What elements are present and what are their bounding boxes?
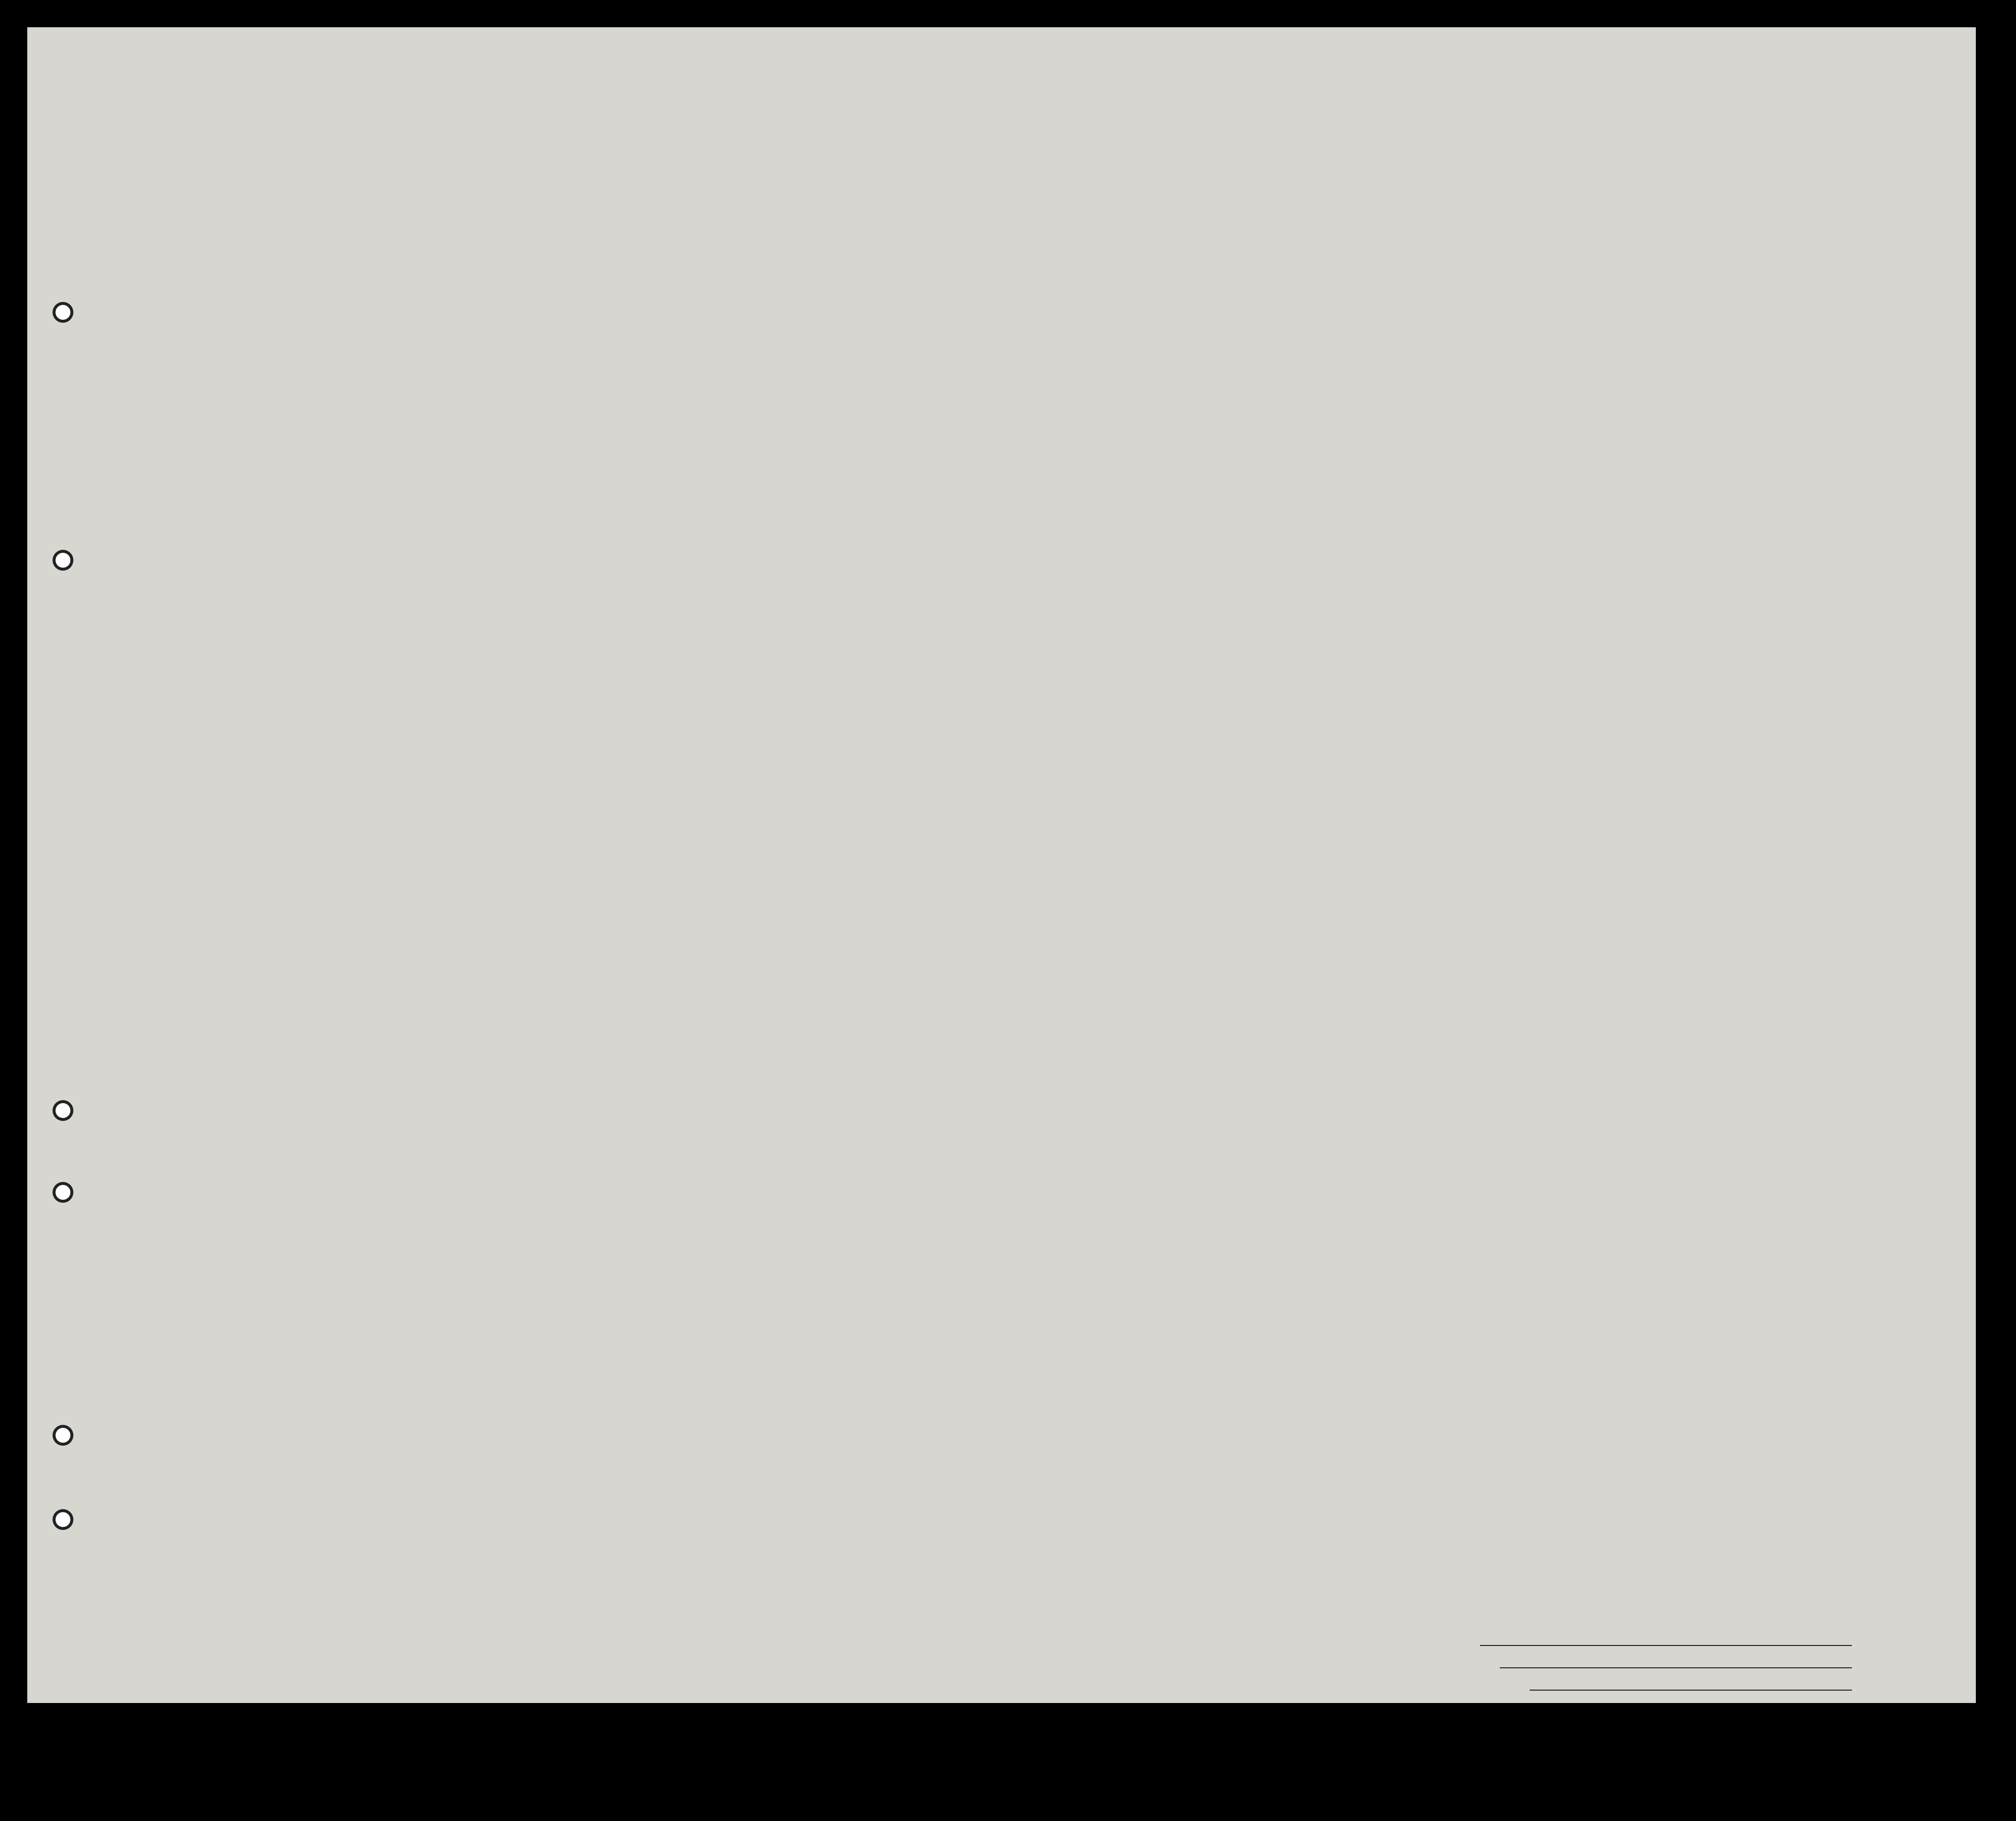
owners-field <box>1500 1667 1852 1668</box>
col-ticket <box>574 278 599 399</box>
col-purpose-b <box>1195 307 1222 402</box>
col-prison <box>1269 283 1302 402</box>
col-purpose-a <box>1160 307 1187 402</box>
col-inches <box>1661 357 1676 399</box>
col-excluded <box>1463 283 1482 402</box>
col-overthrow <box>1373 283 1430 402</box>
local-agents-field <box>1530 1690 1852 1691</box>
line-field <box>1480 1645 1852 1646</box>
col-purpose-c <box>1230 307 1257 402</box>
col-anarchist <box>1344 283 1364 402</box>
col-possession-50 <box>698 278 723 399</box>
col-polygamist <box>1316 283 1336 402</box>
col-feet <box>1639 357 1654 399</box>
col-arrested <box>1487 283 1507 402</box>
